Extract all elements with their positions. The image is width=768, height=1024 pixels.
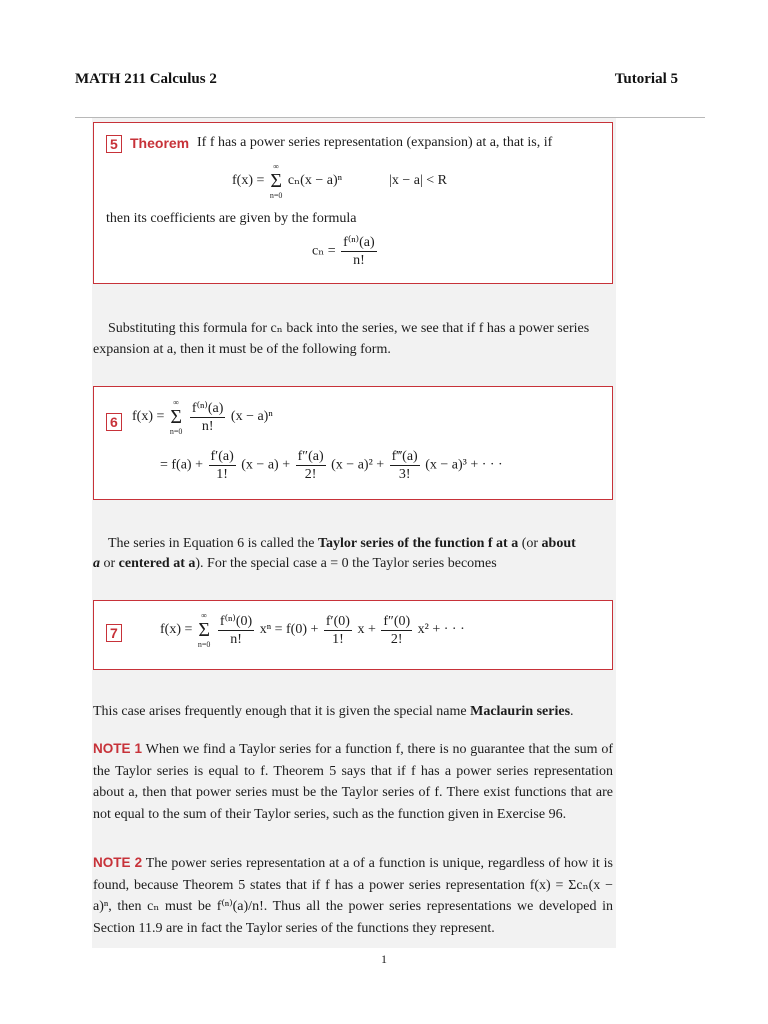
paragraph-1-line-1: Substituting this formula for cₙ back into the series, we see that if f has a power series [108, 321, 590, 336]
equation-6-number: 6 [106, 413, 122, 431]
equation-7-number: 7 [106, 624, 122, 642]
sigma-symbol: ∞ Σ n=0 [269, 162, 283, 200]
note-1-text: When we find a Taylor series for a function f, there is no guarantee that the sum of the Taylor series is equal to f. Theorem 5 says that if f has a power series representation about a, then that power series must be the Taylor series of f. There exist functions that are not equal to the sum of their Taylor series, such as the function given in Exercise 96. [93, 742, 613, 822]
theorem-5-number: 5 [106, 135, 122, 153]
coefficient-formula: cₙ = $\frac{\text{f⁽ⁿ⁾(a)}}{n!}$ [312, 235, 375, 268]
note-1 [93, 738, 613, 825]
equation-6-line-1: f(x) = ∞ Σ n=0 $\frac{\text{f⁽ⁿ⁾(a)}}{n!}$ (x − a)ⁿ [132, 398, 273, 436]
theorem-label: Theorem [130, 135, 190, 151]
sigma-symbol: ∞ Σ n=0 [169, 398, 183, 436]
theorem-intro: If f has a power series representation (expansion) at a, that is, if [197, 135, 553, 150]
theorem-series-equation [232, 162, 447, 200]
note-1-label: NOTE 1 [93, 741, 143, 756]
course-title: MATH 211 Calculus 2 [75, 71, 217, 87]
coefficient-fraction: $\frac{\text{f⁽ⁿ⁾(a)}}{n!}$ [343, 235, 375, 268]
paragraph-3: This case arises frequently enough that it is given the special name Maclaurin series. [93, 704, 574, 719]
series-term: cₙ(x − a)ⁿ [287, 173, 343, 189]
page-number: 1 [381, 952, 387, 966]
theorem-then-text: then its coefficients are given by the formula [106, 211, 357, 226]
equation-7: f(x) = ∞ Σ n=0 $\frac{\text{f⁽ⁿ⁾(0)}}{n!}$ xⁿ = f(0) + $\frac{f'(0)}{1!}$ x + $\frac{f''(0)}{2!}$ x² + · · · [160, 611, 465, 649]
series-lhs: f(x) = [232, 173, 265, 189]
tutorial-label: Tutorial 5 [614, 71, 678, 87]
note-2 [93, 852, 613, 939]
equation-6-line-2: = f(a) + $\frac{f'(a)}{1!}$ (x − a) + $\frac{f''(a)}{2!}$ (x − a)² + $\frac{f‴(a)}{3!}$ (x − a)³ + · · · [160, 449, 503, 482]
paragraph-2-line-1: The series in Equation 6 is called the Taylor series of the function f at a (or about [108, 536, 576, 551]
note-2-label: NOTE 2 [93, 855, 143, 870]
paragraph-2-line-2: a or centered at a). For the special case a = 0 the Taylor series becomes [93, 556, 497, 571]
note-2-text: The power series representation at a of a function is unique, regardless of how it is found, because Theorem 5 states that if f has a power series representation f(x) = Σcₙ(x − a)ⁿ, then cₙ must be f⁽ⁿ⁾(a)/n!. Thus all the power series representations we developed in Section 11.9 are in fact the Taylor series of the functions they represent. [93, 856, 613, 936]
paragraph-1-line-2: expansion at a, then it must be of the following form. [93, 342, 391, 357]
sigma-symbol: ∞ Σ n=0 [197, 611, 211, 649]
series-condition: |x − a| < R [389, 173, 447, 189]
